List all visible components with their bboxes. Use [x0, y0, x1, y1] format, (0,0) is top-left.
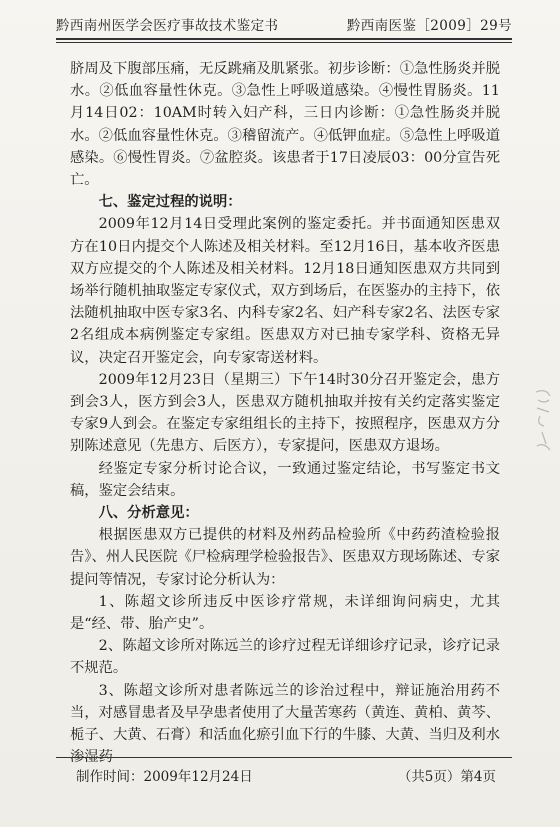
page-header [56, 14, 512, 32]
heading-analysis: 八、分析意见： [98, 505, 199, 522]
header-title: 黔西南州医学会医疗事故技术鉴定书 [56, 18, 279, 34]
footer-rule [56, 757, 512, 758]
para-analysis-2: 2、陈超文诊所对陈远兰的诊疗过程无详细诊疗记录，诊疗记录不规范。 [70, 638, 500, 677]
margin-stamp-mark [532, 386, 554, 456]
para-analysis-intro: 根据医患双方已提供的材料及州药品检验所《中药药渣检验报告》、州人民医院《尸检病理学检验报告》、医患双方现场陈述、专家提问等情况，专家讨论分析认为： [70, 527, 500, 588]
para-process-2: 2009年12月23日（星期三）下午14时30分召开鉴定会，患方到会3人，医方到会3人，医患双方随机抽取并按有关约定落实鉴定专家9人到会。在鉴定专家组组长的主持下，按照程序，医患双方分别陈述意见（先患方、后医方），专家提问，医患双方退场。 [70, 371, 500, 455]
header-rule [56, 38, 512, 43]
para-diagnosis: 脐周及下腹部压痛，无反跳痛及肌紧张。初步诊断：①急性肠炎并脱水。②低血容量性休克。③急性上呼吸道感染。④慢性胃肠炎。11月14日02：10AM时转入妇产科，三日内诊断：①急性肠炎并脱水。②低血容量性休克。③稽留流产。④低钾血症。⑤急性上呼吸道感染。⑥慢性胃炎。⑦盆腔炎。该患者于17日凌辰03：00分宣告死亡。 [70, 61, 500, 189]
page-footer [76, 765, 496, 783]
footer-page-number: （共5页）第4页 [397, 769, 496, 785]
para-process-3: 经鉴定专家分析讨论合议，一致通过鉴定结论，书写鉴定书文稿，鉴定会结束。 [70, 460, 500, 499]
heading-process: 七、鉴定过程的说明： [98, 194, 242, 211]
header-reference: 黔西南医鉴［2009］29号 [346, 18, 512, 34]
para-analysis-1: 1、陈超文诊所违反中医诊疗常规，未详细询问病史，尤其是“经、带、胎产史”。 [70, 593, 500, 633]
para-analysis-3: 3、陈超文诊所对患者陈远兰的诊治过程中，辩证施治用药不当，对感冒患者及早孕患者使用了大量苦寒药（黄连、黄柏、黄芩、栀子、大黄、石膏）和活血化瘀引血下行的牛膝、大黄、当归及利水渗湿药 [70, 682, 500, 766]
document-body [70, 58, 500, 769]
para-process-1: 2009年12月14日受理此案例的鉴定委托。并书面通知医患双方在10日内提交个人陈述及相关材料。至12月16日，基本收齐医患双方应提交的个人陈述及相关材料。12月18日通知医患双方共同到场举行随机抽取鉴定专家仪式，双方到场后，在医鉴办的主持下，依法随机抽取中医专家3名、内科专家2名、妇产科专家2名、法医专家2名组成本病例鉴定专家组。医患双方对已抽专家学科、资格无异议，决定召开鉴定会，向专家寄送材料。 [70, 216, 500, 366]
footer-date: 制作时间：2009年12月24日 [76, 769, 253, 785]
